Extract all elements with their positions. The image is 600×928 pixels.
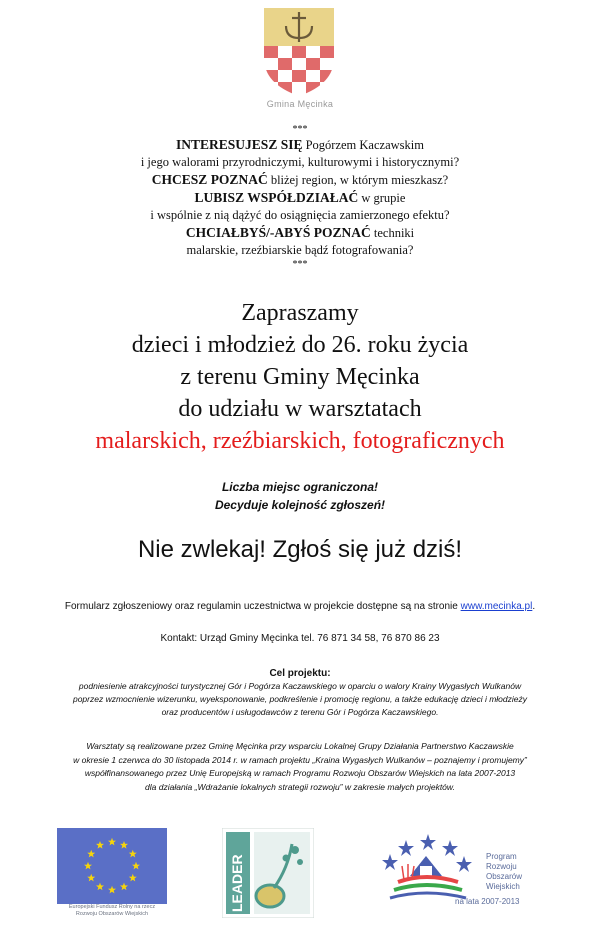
intro-line: malarskie, rzeźbiarskie bądź fotografowania? xyxy=(186,243,414,257)
prow-logo xyxy=(380,832,472,902)
eu-flag-logo xyxy=(57,828,167,904)
intro-line: CHCIAŁBYŚ/-ABYŚ POZNAĆ techniki xyxy=(185,225,415,240)
intro-line: INTERESUJESZ SIĘ Pogórzem Kaczawskim xyxy=(176,137,424,152)
prow-title: Program Rozwoju Obszarów Wiejskich xyxy=(486,852,523,891)
intro-line: CHCESZ POZNAĆ bliżej region, w którym mieszkasz? xyxy=(151,172,449,187)
crest-caption: Gmina Męcinka xyxy=(266,99,334,109)
goal-title: Cel projektu: xyxy=(269,668,331,679)
eu-caption: Europejski Fundusz Rolny na rzecz Rozwoju Obszarów Wiejskich xyxy=(68,904,156,917)
gmina-crest-logo xyxy=(262,6,336,98)
intro-line: i jego walorami przyrodniczymi, kulturowymi i historycznymi? xyxy=(140,155,460,169)
project-goal: Cel projektu: podniesienie atrakcyjności turystycznej Gór i Pogórza Kaczawskiego w oparciu o walory Krainy Wygasłych Wulkanów poprzez wzmocnienie wizerunku, wyeksponowanie, podkreślenie i promocję regionu, a także edukację dzieci i młodzieży oraz producentów i usługodawców z terenu Gór i Pogórza Kaczawskiego. xyxy=(10,667,590,719)
form-info: Formularz zgłoszeniowy oraz regulamin uczestnictwa w projekcie dostępne są na stronie www.mecinka.pl. xyxy=(64,601,536,612)
places-limit-note: Liczba miejsc ograniczona! Decyduje kolejność zgłoszeń! xyxy=(214,480,386,512)
invite-line: Zapraszamy xyxy=(241,300,359,326)
invite-line: z terenu Gminy Męcinka xyxy=(180,364,420,390)
invite-line: do udziału w warsztatach xyxy=(178,396,422,422)
separator-top: *** xyxy=(292,124,308,135)
funding-info: Warsztaty są realizowane przez Gminę Męcinka przy wsparciu Lokalnej Grupy Działania Partnerstwo Kaczawskie w okresie 1 czerwca do 30 listopada 2014 r. w ramach projektu „Kraina Wygasłych Wulkanów – poznajemy i promujemy” współfinansowanego przez Unię Europejską w ramach Programu Rozwoju Obszarów Wiejskich na lata 2007-2013 dla działania „Wdrażanie lokalnych strategii rozwoju” w zakresie małych projektów. xyxy=(73,741,527,792)
contact-info: Kontakt: Urząd Gminy Męcinka tel. 76 871 34 58, 76 870 86 23 xyxy=(160,633,440,644)
call-to-action: Nie zwlekaj! Zgłoś się już dziś! xyxy=(137,536,463,563)
invite-workshop-types: malarskich, rzeźbiarskich, fotograficznych xyxy=(95,428,505,454)
intro-questions xyxy=(40,124,560,271)
leader-text: LEADER xyxy=(229,854,245,912)
invitation-heading xyxy=(20,297,580,457)
invite-line: dzieci i młodzież do 26. roku życia xyxy=(131,332,469,358)
website-link[interactable]: www.mecinka.pl xyxy=(460,601,533,612)
separator-bottom: *** xyxy=(292,259,308,270)
leader-logo xyxy=(222,828,314,918)
prow-years: na lata 2007-2013 xyxy=(455,897,520,906)
intro-line: i wspólnie z nią dążyć do osiągnięcia zamierzonego efektu? xyxy=(150,208,450,222)
intro-line: LUBISZ WSPÓŁDZIAŁAĆ w grupie xyxy=(194,190,406,205)
